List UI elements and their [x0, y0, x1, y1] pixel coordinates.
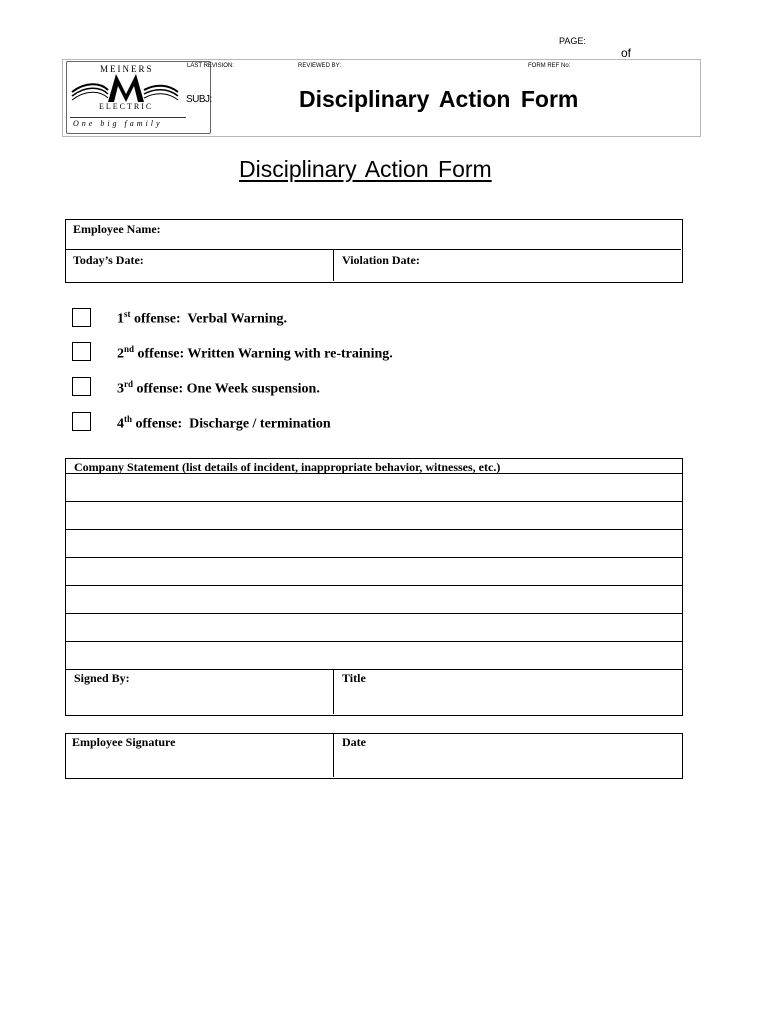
violation-date-field[interactable]: Violation Date:: [342, 253, 420, 267]
offense-2-checkbox[interactable]: [72, 342, 91, 361]
signed-by-field[interactable]: Signed By:: [74, 671, 130, 685]
page-title: Disciplinary Action Form: [239, 156, 492, 182]
reviewed-by-label: REVIEWED BY:: [298, 63, 342, 69]
table-divider: [333, 734, 334, 777]
offense-1-checkbox[interactable]: [72, 308, 91, 327]
statement-line[interactable]: [66, 641, 682, 642]
offense-3-checkbox[interactable]: [72, 377, 91, 396]
offense-4-label: 4th offense: Discharge / termination: [117, 414, 331, 432]
company-statement-table: [65, 458, 683, 716]
page-number-label: PAGE:: [559, 36, 586, 46]
offense-4-checkbox[interactable]: [72, 412, 91, 431]
company-statement-label: Company Statement (list details of incident, inappropriate behavior, witnesses, etc.): [74, 460, 501, 474]
logo-company-name: MEINERS: [100, 64, 154, 74]
table-divider: [333, 669, 334, 714]
statement-line[interactable]: [66, 473, 682, 474]
page-of-label: of: [621, 46, 632, 60]
logo-company-subname: ELECTRIC: [99, 102, 154, 111]
header-form-title: Disciplinary Action Form: [299, 86, 579, 112]
statement-line[interactable]: [66, 501, 682, 502]
title-field[interactable]: Title: [342, 671, 366, 685]
signature-date-field[interactable]: Date: [342, 735, 366, 749]
table-divider: [66, 249, 681, 250]
subject-label: SUBJ:: [186, 94, 212, 105]
offense-1-label: 1st offense: Verbal Warning.: [117, 309, 287, 327]
last-revision-label: LAST REVISION:: [187, 63, 234, 69]
statement-line[interactable]: [66, 557, 682, 558]
logo-divider: [70, 117, 186, 118]
logo-m-emblem: [70, 72, 180, 104]
statement-line[interactable]: [66, 613, 682, 614]
employee-signature-field[interactable]: Employee Signature: [72, 735, 176, 749]
offense-2-label: 2nd offense: Written Warning with re-training.: [117, 344, 393, 362]
table-divider: [333, 250, 334, 281]
statement-line[interactable]: [66, 585, 682, 586]
todays-date-field[interactable]: Today’s Date:: [73, 253, 144, 267]
statement-line[interactable]: [66, 529, 682, 530]
employee-name-field[interactable]: Employee Name:: [73, 222, 161, 236]
logo-tagline: One big family: [73, 119, 163, 128]
form-ref-label: FORM REF No:: [528, 63, 571, 69]
offense-3-label: 3rd offense: One Week suspension.: [117, 379, 320, 397]
statement-line: [66, 669, 682, 670]
